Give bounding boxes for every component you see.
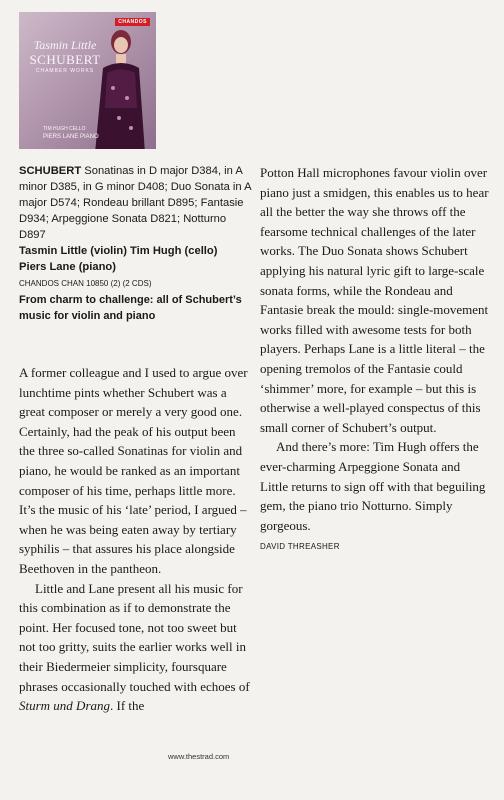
review-tagline: From charm to challenge: all of Schubert’s music for violin and piano	[19, 294, 242, 322]
performers-line-2: Piers Lane (piano)	[19, 261, 116, 273]
composer-name: SCHUBERT	[19, 165, 82, 177]
italic-phrase: Sturm und Drang	[19, 698, 111, 714]
reviewer-byline: DAVID THREASHER	[260, 542, 340, 552]
paragraph-1: A former colleague and I used to argue over lunchtime pints whether Schubert was a great composer or merely a very good one. Certainly, had the peak of his output been the three so-called Sonatinas for violin and piano, he would be ranked as an important composer of his time, perhaps little more. It’s the music of his ‘late’ period, I argued – when he was being eaten away by tertiary syphilis – that assures his place alongside Beethoven in the pantheon.	[19, 365, 248, 576]
cover-subtitle: CHAMBER WORKS	[35, 68, 95, 74]
body-left-column	[19, 363, 251, 716]
album-cover-image	[19, 12, 156, 149]
paragraph-2-tail: . If the	[110, 698, 145, 714]
cover-credit-cello: TIM HUGH CELLO	[43, 126, 86, 132]
paragraph-3: And there’s more: Tim Hugh offers the ever-charming Arpeggione Sonata and Little returns to sign off with that beguiling gem, the piano trio Notturno. Simply gorgeous.	[260, 439, 486, 533]
works-list	[19, 163, 251, 243]
works-text: Sonatinas in D major D384, in A minor D385, in G minor D408; Duo Sonata in A major D574; Rondeau brillant D895; Fantasie D934; Arpeggione Sonata D821; Notturno D897	[19, 165, 251, 241]
body-right-column	[260, 163, 490, 557]
cover-credit-piano: PIERS LANE PIANO	[43, 134, 99, 140]
cover-composer: SCHUBERT	[29, 52, 101, 67]
catalogue-number: CHANDOS CHAN 10850 (2) (2 CDS)	[19, 279, 152, 288]
paragraph-2-text: Little and Lane present all his music for this combination as if to demonstrate the point. Her focused tone, not too sweet but not too gritty, suits the earlier works well in their Biedermeier simplicity, foursquare phrases occasionally touched with echoes of	[19, 580, 250, 694]
paragraph-2	[19, 579, 251, 716]
performers-line-1: Tasmin Little (violin) Tim Hugh (cello)	[19, 245, 218, 257]
footer-url: www.thestrad.com	[168, 752, 230, 761]
cover-artist: Tasmin Little	[33, 38, 97, 52]
review-header	[19, 163, 251, 324]
label-logo: CHANDOS	[115, 18, 150, 26]
paragraph-2-continued: Potton Hall microphones favour violin over piano just a smidgen, this enables us to hear all the better the way she throws off the fearsome technical challenges of the later works. The Duo Sonata shows Schubert applying his natural lyric gift to large-scale sonata forms, while the Rondeau and Fantasie break the mould: single-movement works filled with awesome tests for both players. Perhaps Lane is a little literal – the opening tremolos of the Fantasie could ‘shimmer’ more, for example – but this is otherwise a well-played conspectus of this small corner of Schubert’s output.	[260, 165, 489, 435]
